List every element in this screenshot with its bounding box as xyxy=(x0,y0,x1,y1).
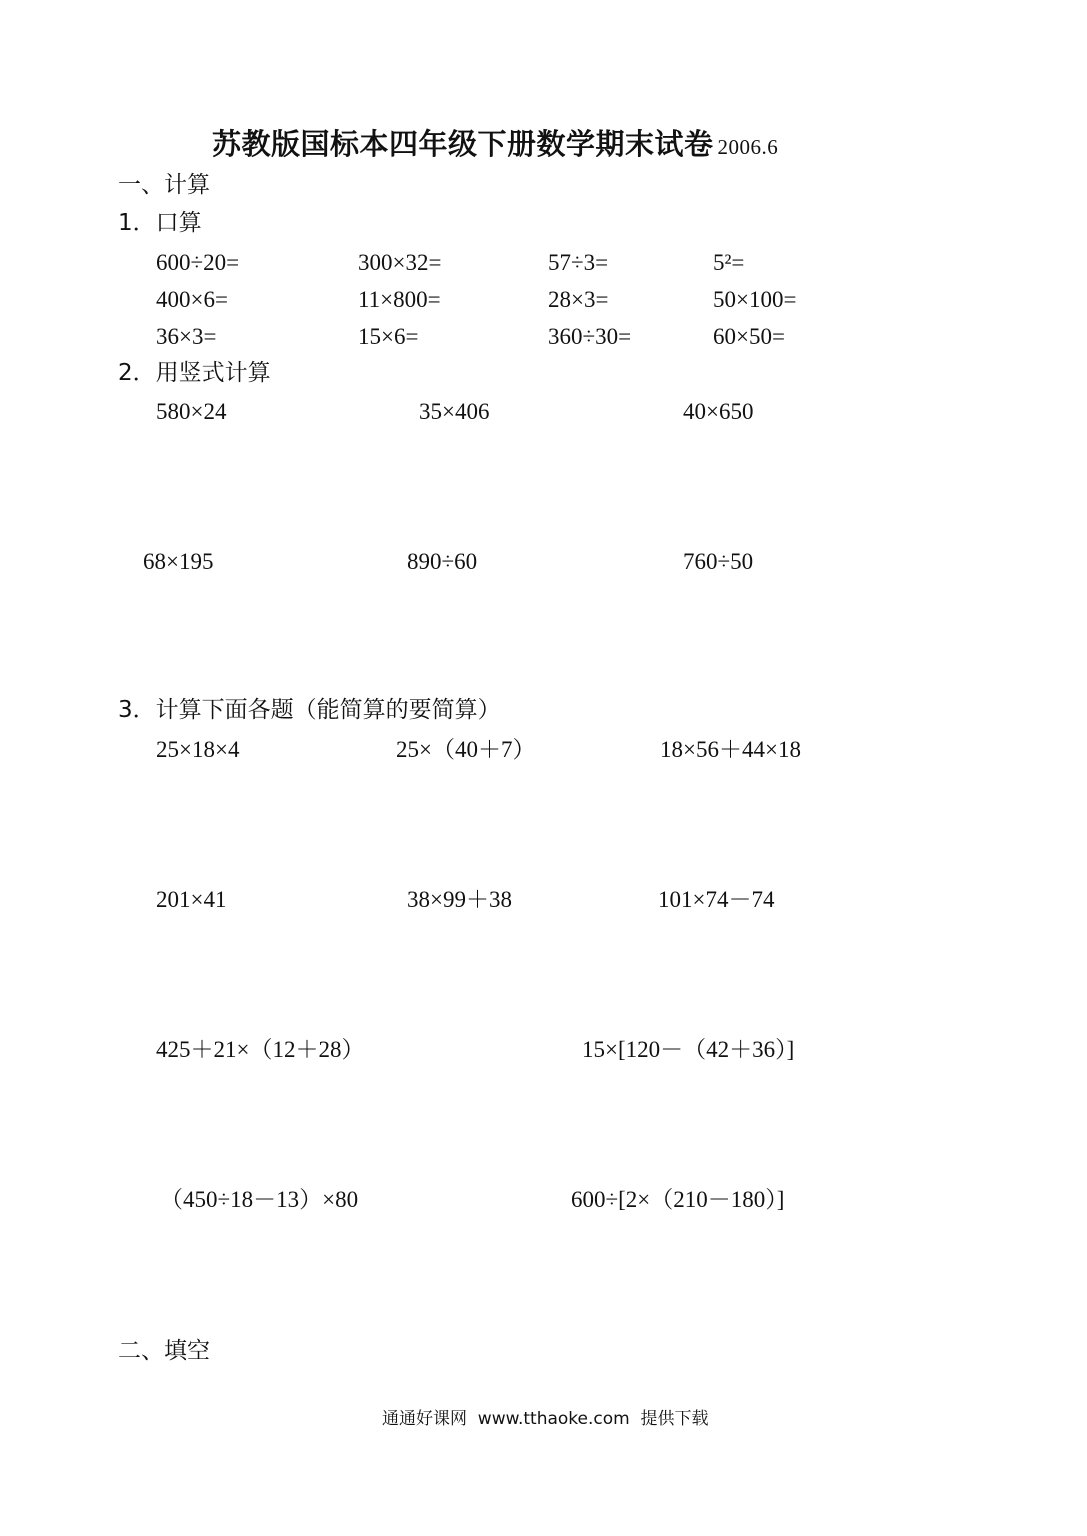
oral-calc-item: 36×3= xyxy=(156,324,217,349)
title-main: 苏教版国标本四年级下册数学期末试卷 xyxy=(212,127,714,161)
page-title xyxy=(212,127,779,161)
oral-calc-item: 15×6= xyxy=(358,324,419,349)
simplify-calc-item: 25×18×4 xyxy=(156,737,240,762)
oral-calc-item: 600÷20= xyxy=(156,250,240,275)
section-1-heading: 一、计算 xyxy=(118,172,210,198)
oral-calc-item: 5²= xyxy=(713,250,745,275)
oral-calc-item: 50×100= xyxy=(713,287,797,312)
oral-calc-item: 57÷3= xyxy=(548,250,609,275)
oral-calc-item: 360÷30= xyxy=(548,324,632,349)
question-2-label: 2．用竖式计算 xyxy=(118,360,271,386)
vertical-calc-item: 40×650 xyxy=(683,399,754,424)
vertical-calc-item: 68×195 xyxy=(143,549,214,574)
simplify-calc-item: 15×[120－（42＋36）] xyxy=(582,1037,795,1062)
simplify-calc-item: 101×74－74 xyxy=(658,887,775,912)
title-date: 2006.6 xyxy=(717,135,779,159)
oral-calc-item: 400×6= xyxy=(156,287,228,312)
simplify-calc-item: 18×56＋44×18 xyxy=(660,737,801,762)
oral-calc-item: 300×32= xyxy=(358,250,442,275)
section-2-heading: 二、填空 xyxy=(118,1338,210,1364)
vertical-calc-item: 580×24 xyxy=(156,399,227,424)
vertical-calc-item: 35×406 xyxy=(419,399,490,424)
oral-calc-item: 11×800= xyxy=(358,287,441,312)
simplify-calc-item: 38×99＋38 xyxy=(407,887,512,912)
simplify-calc-item: 201×41 xyxy=(156,887,227,912)
simplify-calc-item: 425＋21×（12＋28） xyxy=(156,1037,365,1062)
simplify-calc-item: （450÷18－13）×80 xyxy=(160,1187,359,1212)
footer-download-note: 通通好课网 www.tthaoke.com 提供下载 xyxy=(382,1409,709,1429)
simplify-calc-item: 25×（40＋7） xyxy=(396,737,536,762)
oral-calc-item: 60×50= xyxy=(713,324,785,349)
question-3-label: 3．计算下面各题（能简算的要简算） xyxy=(118,697,501,723)
simplify-calc-item: 600÷[2×（210－180）] xyxy=(571,1187,785,1212)
vertical-calc-item: 890÷60 xyxy=(407,549,478,574)
question-1-label: 1．口算 xyxy=(118,210,202,236)
vertical-calc-item: 760÷50 xyxy=(683,549,754,574)
oral-calc-item: 28×3= xyxy=(548,287,609,312)
